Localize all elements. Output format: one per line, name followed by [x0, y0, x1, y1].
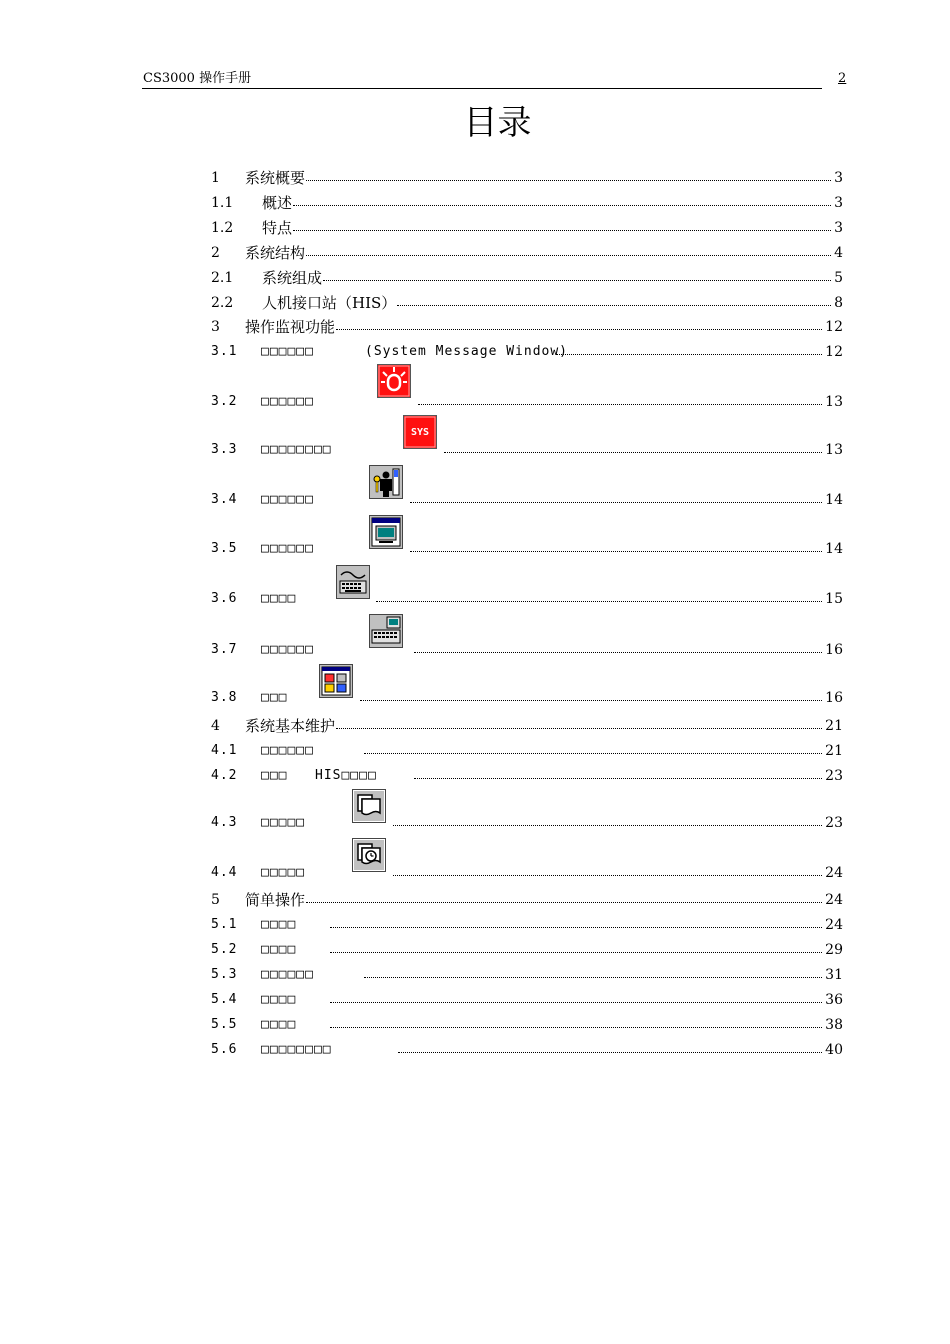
dot-leader: [306, 180, 831, 181]
toc-entry[interactable]: [211, 688, 843, 708]
dot-leader: [360, 700, 822, 701]
toc-entry-label: □□□: [261, 690, 288, 705]
toc-entry-label: □□□□□□: [261, 394, 314, 409]
toc-entry[interactable]: [211, 766, 843, 786]
toc-entry-page: 29: [825, 942, 843, 958]
dot-leader: [330, 1002, 822, 1003]
toc-entry-extra: (System Message Window): [365, 344, 569, 359]
toc-entry-label: 概述: [262, 194, 293, 212]
toc-entry-label: □□□□□□: [261, 967, 314, 982]
process-alarm-icon: [377, 364, 411, 398]
toc-entry[interactable]: [211, 392, 843, 412]
toc-entry[interactable]: [211, 863, 843, 883]
toc-entry-number: 3.6: [211, 591, 238, 606]
toc-entry-label: □□□□: [261, 942, 297, 957]
dot-leader: [410, 551, 822, 552]
toc-entry[interactable]: [211, 1015, 843, 1035]
toc-entry-label: □□□□: [261, 917, 297, 932]
document-title: CS3000 操作手册: [143, 71, 252, 86]
page-number: 2: [838, 71, 847, 86]
toc-entry-label: 操作监视功能: [245, 318, 336, 336]
toc-entry-number: 5.4: [211, 992, 238, 1007]
toc-entry-page: 14: [825, 541, 843, 557]
keyboard-icon: [336, 565, 370, 599]
toc-entry[interactable]: [211, 293, 843, 313]
window-monitor-icon: [369, 515, 403, 549]
toc-entry-page: 31: [825, 967, 843, 983]
dot-leader: [414, 778, 822, 779]
toc-entry[interactable]: [211, 218, 843, 238]
toc-entry-page: 16: [825, 642, 843, 658]
dot-leader: [336, 329, 822, 330]
toc-entry-number: 5.1: [211, 917, 238, 932]
dot-leader: [306, 902, 822, 903]
toc-entry[interactable]: [211, 589, 843, 609]
toc-entry[interactable]: [211, 741, 843, 761]
toc-entry[interactable]: [211, 640, 843, 660]
toc-entry-number: 3.1: [211, 344, 238, 359]
dot-leader: [330, 1027, 822, 1028]
toc-entry-label: □□□□□□: [261, 743, 314, 758]
toc-entry-page: 3: [834, 220, 843, 236]
toc-entry[interactable]: [211, 342, 843, 362]
dot-leader: [330, 952, 822, 953]
toc-entry[interactable]: [211, 193, 843, 213]
toc-entry-number: 4.4: [211, 865, 238, 880]
toc-entry-page: 12: [825, 344, 843, 360]
toc-entry-page: 23: [825, 815, 843, 831]
toc-entry-page: 12: [825, 319, 843, 335]
toc-entry-label: □□□□: [261, 1017, 297, 1032]
toc-entry[interactable]: [211, 915, 843, 935]
dot-leader: [393, 875, 822, 876]
operator-key-icon: [369, 465, 403, 499]
message-clock-icon: [352, 838, 386, 872]
toc-entry-label: □□□: [261, 768, 288, 783]
message-window-icon: [352, 789, 386, 823]
dot-leader: [330, 927, 822, 928]
toc-entry-number: 2.1: [211, 270, 234, 286]
toc-entry-label: □□□□: [261, 591, 297, 606]
dot-leader: [376, 601, 822, 602]
toc-entry-page: 40: [825, 1042, 843, 1058]
keyboard-monitor-icon: [369, 614, 403, 648]
toc-entry[interactable]: [211, 965, 843, 985]
toc-entry-page: 23: [825, 768, 843, 784]
toc-entry[interactable]: [211, 940, 843, 960]
toc-entry[interactable]: [211, 1040, 843, 1060]
dot-leader: [336, 728, 822, 729]
toc-entry-label: □□□□: [261, 992, 297, 1007]
toc-entry-label: □□□□□□□□: [261, 442, 332, 457]
toc-entry[interactable]: [211, 539, 843, 559]
toc-entry-label: □□□□□□□□: [261, 1042, 332, 1057]
toc-entry-number: 2.2: [211, 295, 234, 311]
toc-entry[interactable]: [211, 813, 843, 833]
toc-entry-label: □□□□□□: [261, 642, 314, 657]
toolbox-icon: [319, 664, 353, 698]
toc-entry-label: 特点: [262, 219, 293, 237]
toc-entry-page: 24: [825, 917, 843, 933]
toc-entry-page: 15: [825, 591, 843, 607]
toc-entry-number: 1.1: [211, 195, 234, 211]
dot-leader: [293, 230, 831, 231]
dot-leader: [556, 354, 822, 355]
toc-entry-number: 1: [211, 170, 220, 186]
toc-entry-number: 2: [211, 245, 220, 261]
toc-entry-page: 24: [825, 865, 843, 881]
toc-entry-page: 24: [825, 892, 843, 908]
toc-entry-label: 系统基本维护: [245, 717, 336, 735]
toc-entry-page: 13: [825, 442, 843, 458]
dot-leader: [323, 280, 831, 281]
toc-entry-number: 5.2: [211, 942, 238, 957]
toc-entry-label: 系统概要: [245, 169, 306, 187]
dot-leader: [364, 977, 822, 978]
toc-entry-number: 4: [211, 718, 220, 734]
toc-entry-extra: HIS□□□□: [315, 768, 377, 783]
toc-entry-page: 13: [825, 394, 843, 410]
dot-leader: [293, 205, 831, 206]
toc-entry-number: 3.2: [211, 394, 238, 409]
dot-leader: [444, 452, 822, 453]
toc-entry-number: 4.2: [211, 768, 238, 783]
toc-entry-number: 5.6: [211, 1042, 238, 1057]
toc-entry-number: 3.8: [211, 690, 238, 705]
dot-leader: [414, 652, 822, 653]
dot-leader: [418, 404, 822, 405]
toc-entry[interactable]: [211, 317, 843, 337]
toc-entry-page: 36: [825, 992, 843, 1008]
toc-entry-page: 4: [834, 245, 843, 261]
toc-entry-page: 21: [825, 743, 843, 759]
toc-entry-label: 人机接口站（HIS）: [262, 294, 397, 312]
toc-entry-number: 5: [211, 892, 220, 908]
toc-entry-label: □□□□□□: [261, 344, 314, 359]
toc-entry-number: 5.5: [211, 1017, 238, 1032]
toc-entry-page: 8: [834, 295, 843, 311]
toc-entry[interactable]: [211, 890, 843, 910]
toc-entry-page: 3: [834, 195, 843, 211]
toc-entry-number: 5.3: [211, 967, 238, 982]
toc-entry[interactable]: [211, 490, 843, 510]
toc-entry-page: 16: [825, 690, 843, 706]
toc-entry-label: 系统组成: [262, 269, 323, 287]
toc-entry[interactable]: [211, 990, 843, 1010]
toc-entry-page: 21: [825, 718, 843, 734]
toc-entry-label: 系统结构: [245, 244, 306, 262]
toc-entry[interactable]: [211, 168, 843, 188]
toc-entry-label: □□□□□□: [261, 541, 314, 556]
toc-entry-number: 4.3: [211, 815, 238, 830]
toc-entry-number: 3: [211, 319, 220, 335]
dot-leader: [397, 305, 831, 306]
toc-entry-label: □□□□□□: [261, 492, 314, 507]
toc-entry[interactable]: [211, 440, 843, 460]
dot-leader: [393, 825, 822, 826]
toc-entry-number: 3.5: [211, 541, 238, 556]
toc-entry-label: □□□□□: [261, 865, 306, 880]
toc-title: 目录: [463, 103, 532, 143]
dot-leader: [410, 502, 822, 503]
toc-entry-number: 3.7: [211, 642, 238, 657]
toc-entry[interactable]: [211, 268, 843, 288]
toc-entry-number: 3.3: [211, 442, 238, 457]
toc-entry-label: 简单操作: [245, 891, 306, 909]
system-alarm-icon: [403, 415, 437, 449]
dot-leader: [364, 753, 822, 754]
svg-text:SYS: SYS: [410, 427, 430, 438]
toc-entry-number: 3.4: [211, 492, 238, 507]
dot-leader: [398, 1052, 822, 1053]
toc-entry-number: 1.2: [211, 220, 234, 236]
toc-entry-number: 4.1: [211, 743, 238, 758]
toc-entry-page: 3: [834, 170, 843, 186]
toc-entry-page: 38: [825, 1017, 843, 1033]
toc-entry-label: □□□□□: [261, 815, 306, 830]
toc-entry[interactable]: [211, 716, 843, 736]
toc-entry-page: 5: [834, 270, 843, 286]
toc-entry[interactable]: [211, 243, 843, 263]
dot-leader: [306, 255, 831, 256]
toc-entry-page: 14: [825, 492, 843, 508]
